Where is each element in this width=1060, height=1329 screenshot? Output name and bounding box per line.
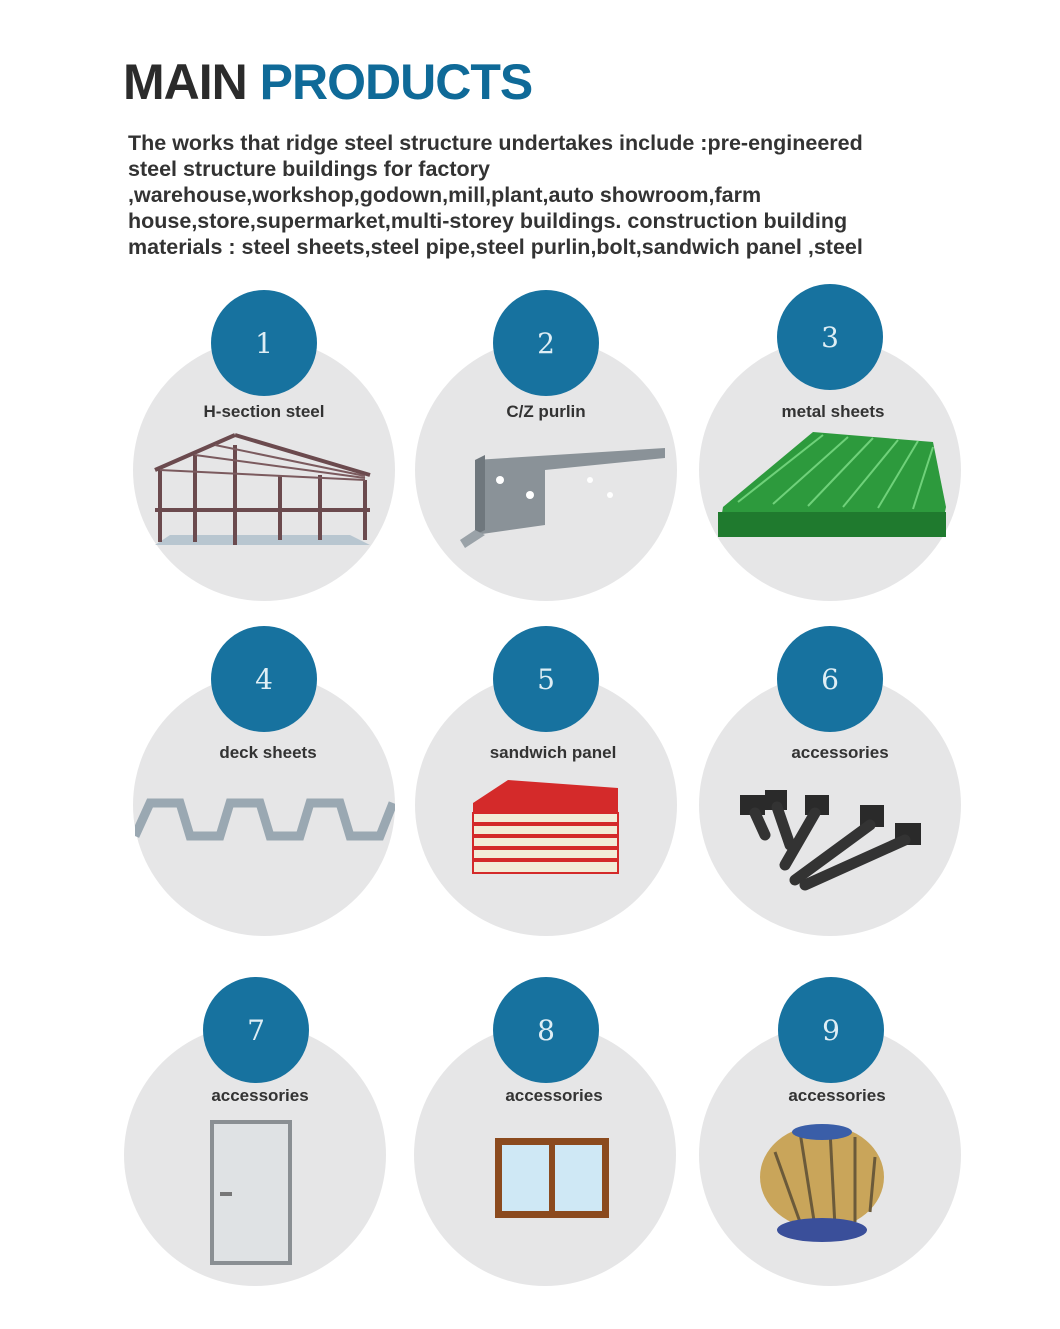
description: The works that ridge steel structure undertakes include :pre-engineered steel structure buildings for factory ,warehouse,workshop,godown,mill,plant,auto showroom,farm house,store,supermarket,multi-storey buildings. construction building materials : steel sheets,steel pipe,steel purlin,bolt,sandwich panel ,steel: [128, 131, 863, 259]
product-label: C/Z purlin: [506, 402, 586, 421]
product-label: sandwich panel: [489, 743, 617, 762]
product-label: H-section steel: [203, 402, 325, 421]
title-main: MAIN: [123, 54, 247, 110]
product-number-badge: 6: [777, 626, 883, 732]
product-label: metal sheets: [781, 402, 885, 421]
product-label: accessories: [791, 743, 889, 762]
product-number-badge: 1: [211, 290, 317, 396]
page-title: [123, 52, 532, 112]
metal-sheet-icon: [718, 432, 948, 540]
product-number-badge: 3: [777, 284, 883, 390]
steel-frame-icon: [150, 430, 380, 550]
product-label: accessories: [788, 1086, 886, 1105]
product-number-badge: 5: [493, 626, 599, 732]
purlin-icon: [455, 440, 670, 555]
door-icon: [205, 1117, 295, 1267]
title-accent: PRODUCTS: [259, 54, 533, 110]
sandwich-panel-icon: [468, 778, 623, 878]
deck-sheet-icon: [135, 798, 395, 843]
product-number-badge: 4: [211, 626, 317, 732]
bolts-icon: [735, 785, 930, 895]
product-number-badge: 8: [493, 977, 599, 1083]
product-label: accessories: [505, 1086, 603, 1105]
product-label: accessories: [211, 1086, 309, 1105]
roof-ventilator-icon: [755, 1122, 890, 1247]
product-number-badge: 9: [778, 977, 884, 1083]
product-number-badge: 7: [203, 977, 309, 1083]
window-icon: [494, 1137, 610, 1219]
product-label: deck sheets: [219, 743, 317, 762]
product-number-badge: 2: [493, 290, 599, 396]
